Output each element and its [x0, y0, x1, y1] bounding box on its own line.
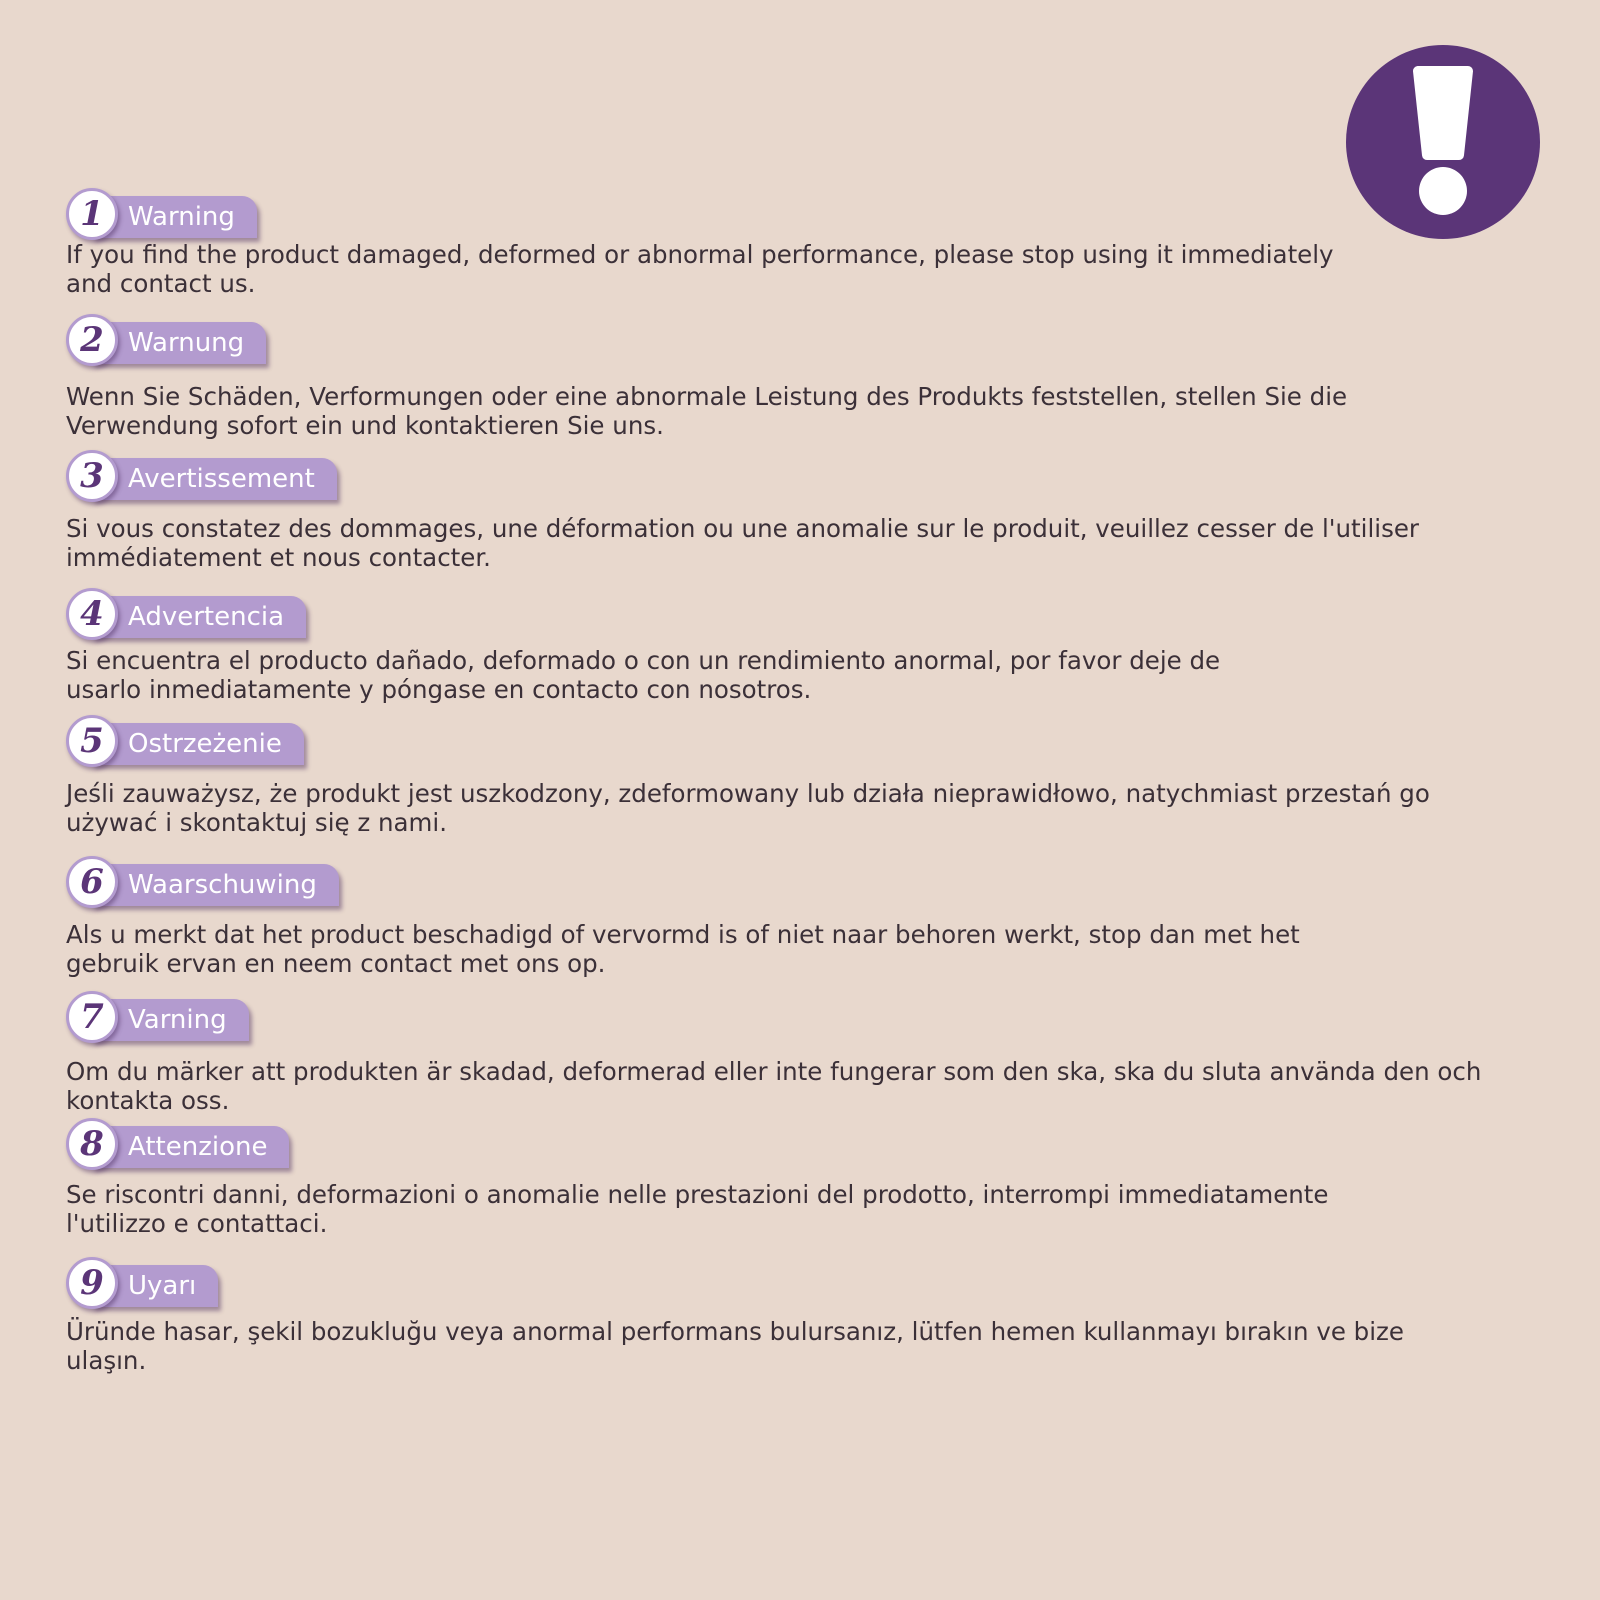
warnung-section: [66, 314, 1486, 440]
section-tag: [66, 856, 1486, 920]
section-text: Üründe hasar, şekil bozukluğu veya anormal performans bulursanız, lütfen hemen kullanmayı bırakın ve bize ulaşın.: [66, 1317, 1404, 1375]
warning-section: [66, 188, 1486, 298]
section-tag: [66, 1118, 1486, 1180]
section-title: Warnung: [92, 322, 266, 364]
section-text: If you find the product damaged, deformed or abnormal performance, please stop using it immediately and contact us.: [66, 240, 1334, 298]
section-tag: [66, 188, 1486, 240]
section-text: Als u merkt dat het product beschadigd of vervormd is of niet naar behoren werkt, stop dan met het gebruik ervan en neem contact met ons op.: [66, 920, 1300, 978]
section-tag: [66, 588, 1486, 646]
waarschuwing-section: [66, 856, 1486, 978]
section-number-badge: 1: [66, 188, 118, 240]
section-number-badge: 9: [66, 1257, 118, 1309]
section-number-badge: 7: [66, 991, 118, 1043]
section-tag: [66, 1257, 1486, 1317]
section-number-badge: 4: [66, 588, 118, 640]
section-title: Advertencia: [92, 596, 306, 638]
avertissement-section: [66, 450, 1486, 572]
section-title: Waarschuwing: [92, 864, 339, 906]
advertencia-section: [66, 588, 1486, 704]
section-title: Ostrzeżenie: [92, 723, 304, 765]
section-number-badge: 2: [66, 314, 118, 366]
section-title: Warning: [92, 196, 257, 238]
varning-section: [66, 991, 1486, 1115]
section-tag: [66, 450, 1486, 514]
section-title: Varning: [92, 999, 249, 1041]
attenzione-section: [66, 1118, 1486, 1238]
section-tag: [66, 991, 1486, 1057]
section-text: Se riscontri danni, deformazioni o anomalie nelle prestazioni del prodotto, interrompi immediatamente l'utilizzo e contattaci.: [66, 1180, 1329, 1238]
section-text: Jeśli zauważysz, że produkt jest uszkodzony, zdeformowany lub działa nieprawidłowo, natychmiast przestań go używać i skontaktuj się z nami.: [66, 779, 1430, 837]
section-number-badge: 3: [66, 450, 118, 502]
section-tag: [66, 715, 1486, 779]
section-title: Attenzione: [92, 1126, 289, 1168]
section-text: Si vous constatez des dommages, une déformation ou une anomalie sur le produit, veuillez cesser de l'utiliser immédiatement et nous contacter.: [66, 514, 1419, 572]
section-title: Avertissement: [92, 458, 337, 500]
section-number-badge: 5: [66, 715, 118, 767]
section-text: Si encuentra el producto dañado, deformado o con un rendimiento anormal, por favor deje de usarlo inmediatamente y póngase en contacto con nosotros.: [66, 646, 1221, 704]
section-number-badge: 8: [66, 1118, 118, 1170]
section-title: Uyarı: [92, 1265, 218, 1307]
section-tag: [66, 314, 1486, 382]
section-text: Om du märker att produkten är skadad, deformerad eller inte fungerar som den ska, ska du sluta använda den och kontakta oss.: [66, 1057, 1482, 1115]
uyari-section: [66, 1257, 1486, 1375]
ostrzezenie-section: [66, 715, 1486, 837]
section-number-badge: 6: [66, 856, 118, 908]
section-text: Wenn Sie Schäden, Verformungen oder eine abnormale Leistung des Produkts feststellen, stellen Sie die Verwendung sofort ein und kontaktieren Sie uns.: [66, 382, 1348, 440]
